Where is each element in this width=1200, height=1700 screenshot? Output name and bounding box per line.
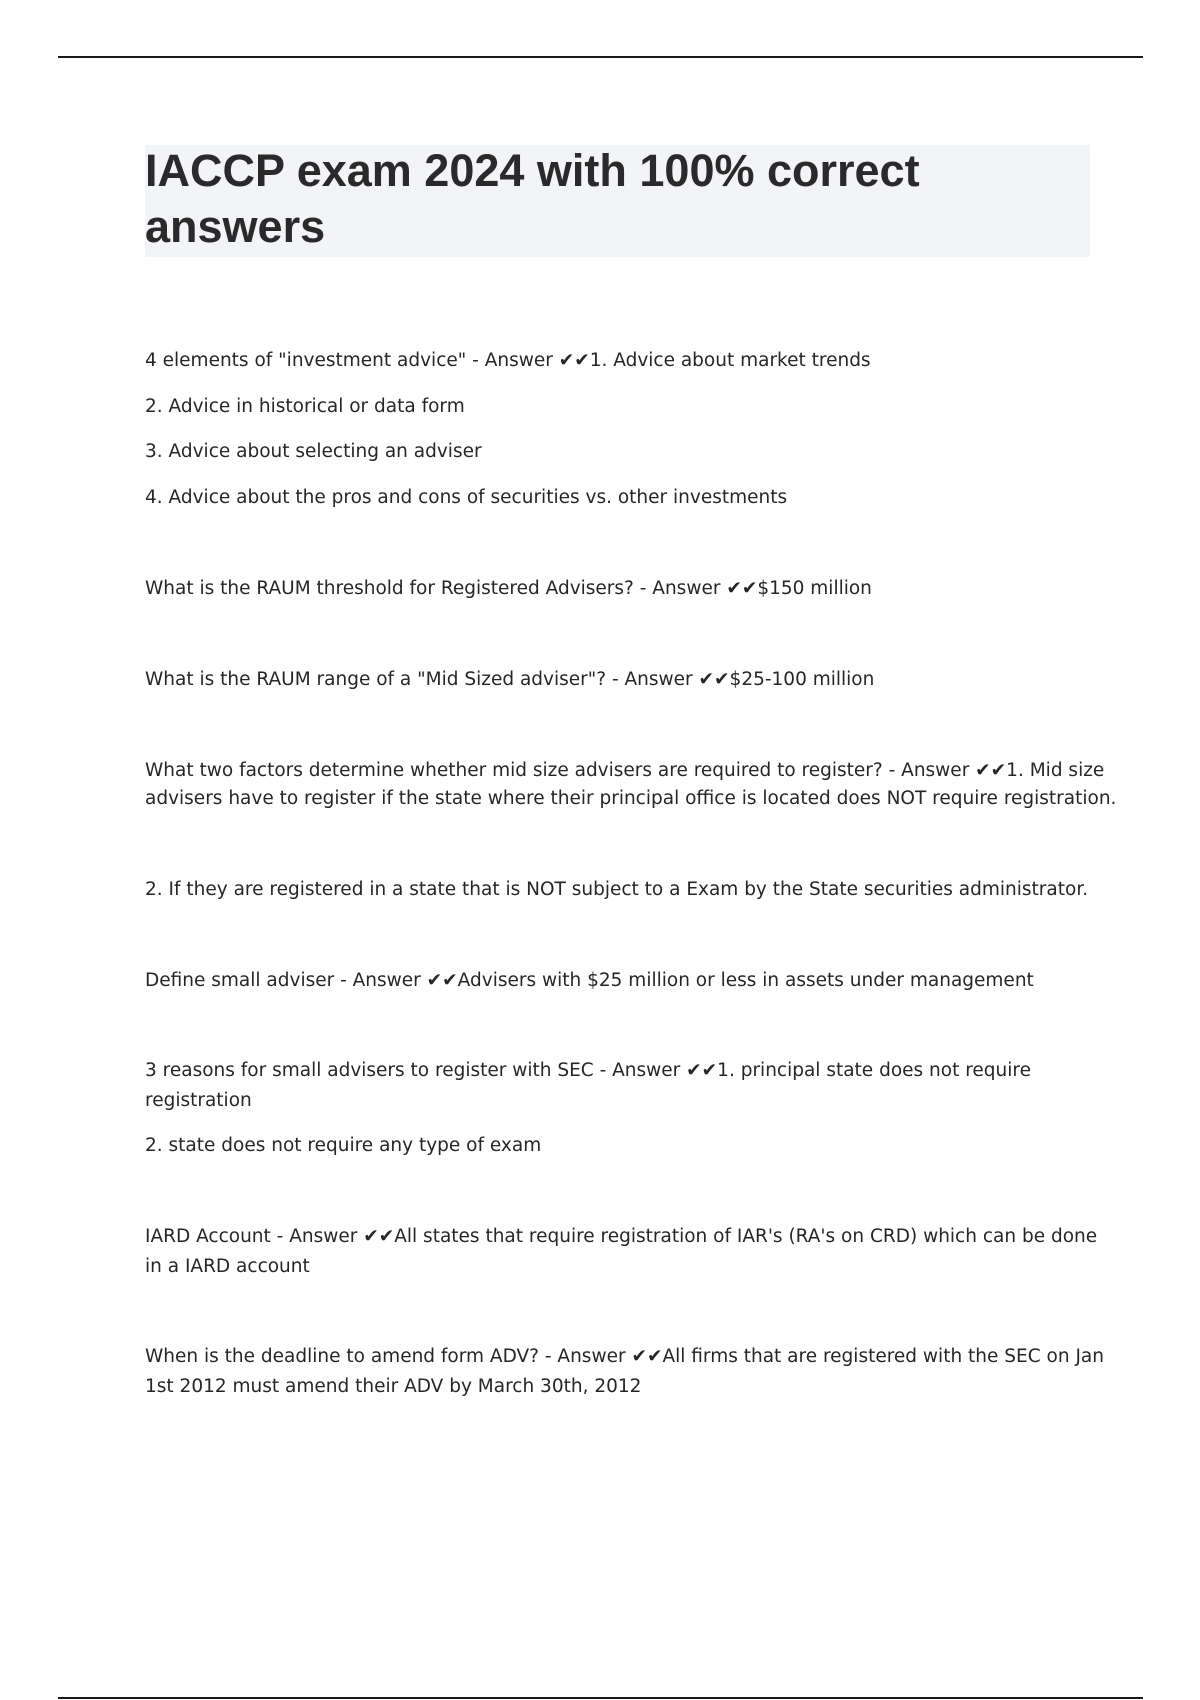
answer-line: 2. Advice in historical or data form	[145, 396, 465, 417]
bottom-rule	[58, 1697, 1143, 1699]
answer-line: 3. Advice about selecting an adviser	[145, 441, 482, 462]
answer-line: 2. If they are registered in a state that is NOT subject to a Exam by the State securities administrator.	[145, 879, 1089, 900]
answer-line: 3 reasons for small advisers to register with SEC - Answer ✔✔1. principal state does not require	[145, 1060, 1031, 1081]
answer-line: What two factors determine whether mid size advisers are required to register? - Answer ✔✔1. Mid size	[145, 760, 1105, 781]
answer-line: What is the RAUM range of a "Mid Sized adviser"? - Answer ✔✔$25-100 million	[145, 669, 875, 690]
answer-line: When is the deadline to amend form ADV? - Answer ✔✔All firms that are registered with the SEC on Jan	[145, 1346, 1104, 1367]
page-title: IACCP exam 2024 with 100% correct answers	[145, 145, 920, 252]
answer-line: 4. Advice about the pros and cons of securities vs. other investments	[145, 487, 788, 508]
answer-line: Define small adviser - Answer ✔✔Advisers with $25 million or less in assets under management	[145, 970, 1034, 991]
answer-line: in a IARD account	[145, 1256, 310, 1277]
answer-line: 1st 2012 must amend their ADV by March 30th, 2012	[145, 1376, 642, 1397]
top-rule	[58, 56, 1143, 58]
answer-line: 4 elements of "investment advice" - Answer ✔✔1. Advice about market trends	[145, 350, 871, 371]
answer-line: 2. state does not require any type of exam	[145, 1135, 542, 1156]
answer-line: advisers have to register if the state where their principal office is located does NOT require registration.	[145, 788, 1117, 809]
answer-line: What is the RAUM threshold for Registered Advisers? - Answer ✔✔$150 million	[145, 578, 872, 599]
answer-line: IARD Account - Answer ✔✔All states that require registration of IAR's (RA's on CRD) which can be done	[145, 1226, 1098, 1247]
answer-line: registration	[145, 1090, 252, 1111]
